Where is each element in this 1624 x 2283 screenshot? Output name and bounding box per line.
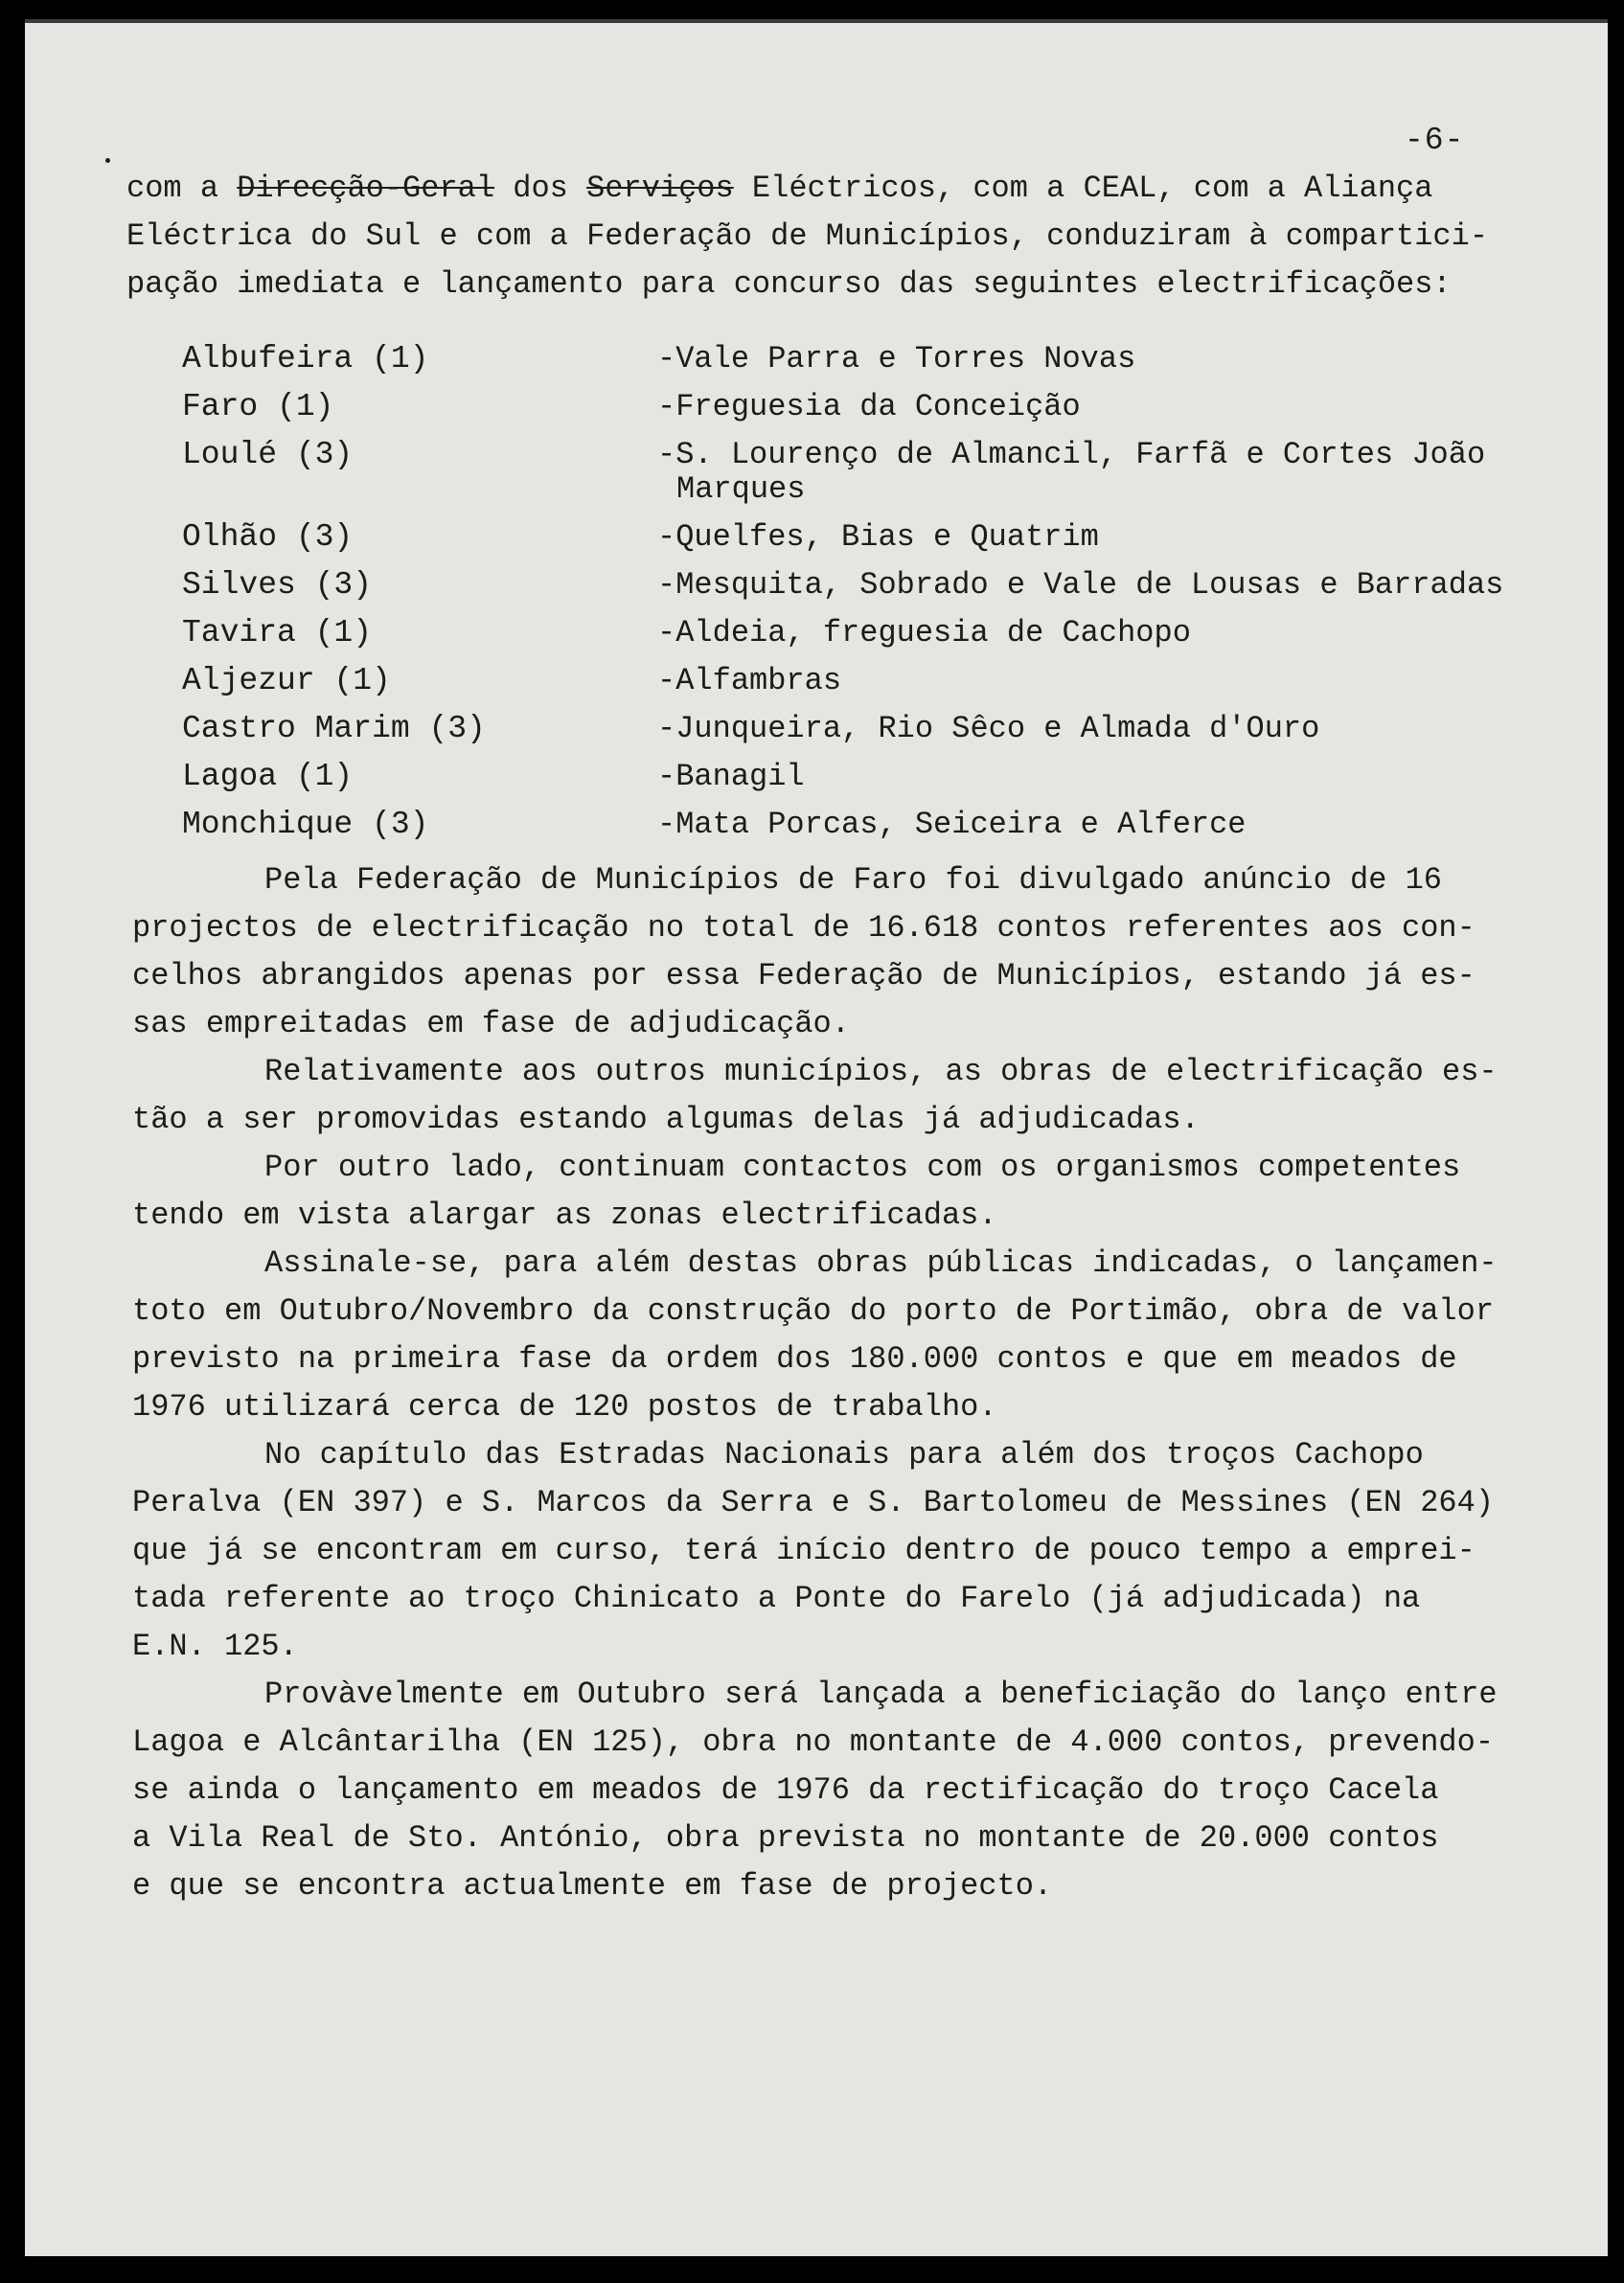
localities: -Mesquita, Sobrado e Vale de Lousas e Barradas [657, 567, 1504, 603]
body-line: e que se encontra actualmente em fase de projecto. [132, 1868, 1053, 1904]
intro-line-2: Eléctrica do Sul e com a Federação de Municípios, conduziram à compartici- [126, 218, 1489, 254]
body-line: toto em Outubro/Novembro da construção do porto de Portimão, obra de valor [132, 1293, 1495, 1329]
body-line: tão a ser promovidas estando algumas delas já adjudicadas. [132, 1102, 1200, 1137]
body-line: Lagoa e Alcântarilha (EN 125), obra no montante de 4.000 contos, prevendo- [132, 1724, 1495, 1760]
list-item [25, 609, 1608, 657]
struck-servicos: Serviços [586, 171, 734, 206]
intro-prefix: com a [126, 171, 238, 206]
struck-direccao-geral: Direcção-Geral [237, 171, 495, 206]
intro-mid: dos [494, 171, 587, 206]
intro-rest: Eléctricos, com a CEAL, com a Aliança [733, 171, 1433, 206]
list-item [25, 335, 1608, 383]
list-item [25, 801, 1608, 849]
body-line: 1976 utilizará cerca de 120 postos de trabalho. [132, 1389, 997, 1425]
electrification-list [25, 335, 1608, 849]
list-item [25, 657, 1608, 705]
localities: -Junqueira, Rio Sêco e Almada d'Ouro [657, 711, 1320, 746]
page-number: -6- [1405, 123, 1465, 158]
municipality: Tavira (1) [182, 615, 373, 651]
localities: -Vale Parra e Torres Novas [657, 341, 1136, 377]
list-item [25, 514, 1608, 561]
localities: -Banagil [657, 759, 805, 794]
municipality: Loulé (3) [182, 437, 354, 472]
municipality: Silves (3) [182, 567, 373, 603]
body-line: a Vila Real de Sto. António, obra prevista no montante de 20.000 contos [132, 1820, 1439, 1856]
list-item [25, 705, 1608, 753]
body-line: No capítulo das Estradas Nacionais para além dos troços Cachopo [264, 1437, 1424, 1473]
body-line: previsto na primeira fase da ordem dos 180.000 contos e que em meados de [132, 1341, 1457, 1377]
body-line: celhos abrangidos apenas por essa Federação de Municípios, estando já es- [132, 958, 1475, 993]
list-item [25, 561, 1608, 609]
body-line: Peralva (EN 397) e S. Marcos da Serra e S. Bartolomeu de Messines (EN 264) [132, 1485, 1495, 1520]
list-item [25, 383, 1608, 431]
body-line: projectos de electrificação no total de 16.618 contos referentes aos con- [132, 910, 1475, 946]
localities: -Aldeia, freguesia de Cachopo [657, 615, 1191, 651]
body-line: Por outro lado, continuam contactos com os organismos competentes [264, 1150, 1461, 1185]
localities: -S. Lourenço de Almancil, Farfã e Cortes João Marques [657, 437, 1486, 507]
list-item [25, 431, 1608, 514]
body-line: que já se encontram em curso, terá início dentro de pouco tempo a emprei- [132, 1533, 1475, 1568]
municipality: Albufeira (1) [182, 341, 429, 377]
localities: -Quelfes, Bias e Quatrim [657, 519, 1099, 555]
municipality: Lagoa (1) [182, 759, 354, 794]
body-line: Assinale-se, para além destas obras públicas indicadas, o lançamen- [264, 1245, 1498, 1281]
scan-edge-mark [25, 19, 1608, 23]
localities: -Alfambras [657, 663, 842, 698]
body-line: E.N. 125. [132, 1629, 298, 1664]
body-line: tendo em vista alargar as zonas electrificadas. [132, 1198, 997, 1233]
body-line: sas empreitadas em fase de adjudicação. [132, 1006, 850, 1041]
intro-line-1 [126, 165, 1608, 213]
document-page [25, 19, 1608, 2256]
municipality: Castro Marim (3) [182, 711, 486, 746]
municipality: Olhão (3) [182, 519, 354, 555]
municipality: Monchique (3) [182, 807, 429, 842]
intro-line-3: pação imediata e lançamento para concurso das seguintes electrificações: [126, 266, 1452, 302]
margin-dot [105, 158, 110, 163]
municipality: Faro (1) [182, 389, 334, 424]
body-line: Pela Federação de Municípios de Faro foi divulgado anúncio de 16 [264, 862, 1442, 898]
body-line: Provàvelmente em Outubro será lançada a beneficiação do lanço entre [264, 1677, 1498, 1712]
body-line: tada referente ao troço Chinicato a Ponte do Farelo (já adjudicada) na [132, 1581, 1421, 1616]
localities: -Freguesia da Conceição [657, 389, 1081, 424]
body-line: se ainda o lançamento em meados de 1976 da rectificação do troço Cacela [132, 1772, 1439, 1808]
body-line: Relativamente aos outros municípios, as obras de electrificação es- [264, 1054, 1498, 1089]
localities: -Mata Porcas, Seiceira e Alferce [657, 807, 1247, 842]
list-item [25, 753, 1608, 801]
municipality: Aljezur (1) [182, 663, 391, 698]
